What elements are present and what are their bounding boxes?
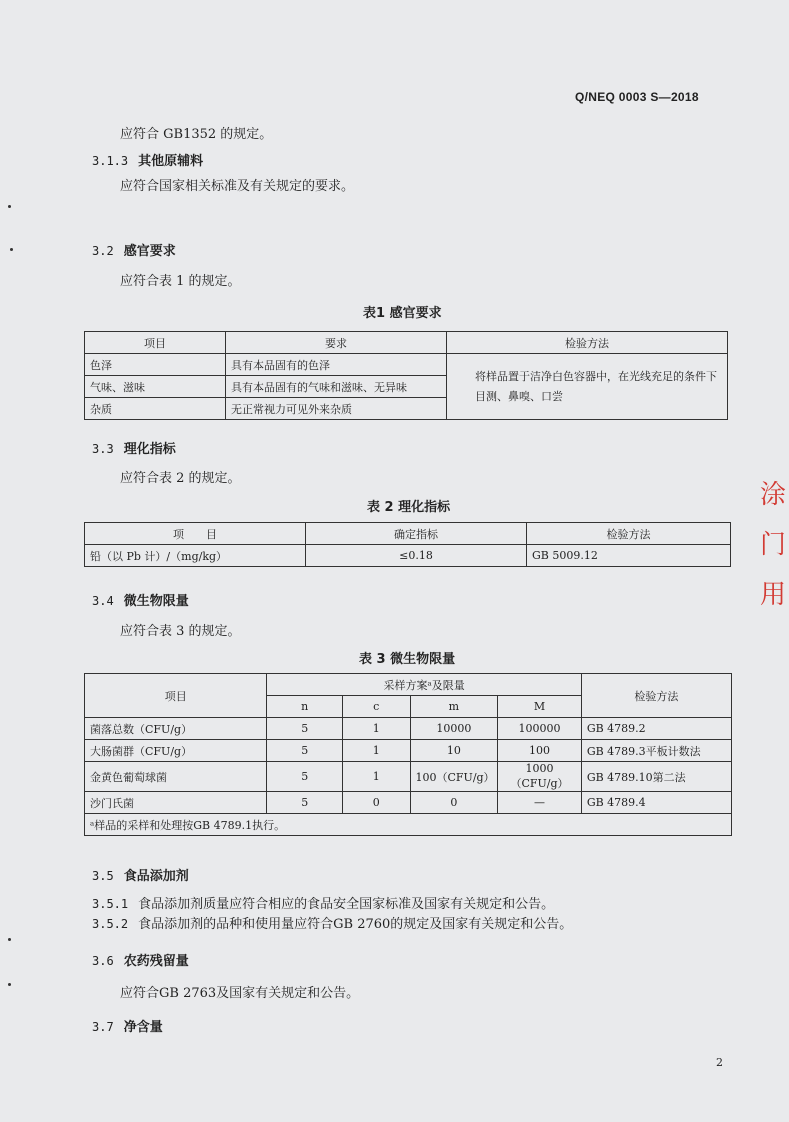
table-header-cell: c (342, 696, 410, 718)
table-note: ᵃ样品的采样和处理按GB 4789.1执行。 (85, 814, 732, 836)
table-cell: 1 (342, 718, 410, 740)
scan-speck (10, 248, 13, 251)
section-title: 微生物限量 (123, 594, 189, 609)
table3-microbial-limits (84, 673, 732, 836)
table-header-cell: 检验方法 (527, 523, 731, 545)
section-heading-3-5 (92, 865, 189, 884)
table3-caption: 表 3 微生物限量 (359, 652, 456, 667)
table-cell: GB 4789.10第二法 (581, 762, 731, 792)
paragraph-text: 应符合表 3 的规定。 (120, 624, 241, 639)
table-cell: 铅（以 Pb 计）/（mg/kg） (85, 545, 306, 567)
table-row (85, 762, 732, 792)
section-number: 3.4 (92, 594, 114, 608)
table-cell: 无正常视力可见外来杂质 (226, 398, 447, 420)
section-number: 3.1.3 (92, 154, 129, 168)
table2-caption: 表 2 理化指标 (367, 500, 451, 515)
table1-caption: 表1 感官要求 (363, 306, 442, 321)
table-note-row (85, 814, 732, 836)
table-cell: 菌落总数（CFU/g） (85, 718, 267, 740)
table-row (85, 354, 728, 376)
table-header-cell: M (498, 696, 582, 718)
standard-code-header: Q/NEQ 0003 S—2018 (575, 90, 699, 104)
section-number: 3.5 (92, 869, 114, 883)
table-cell: 气味、滋味 (85, 376, 226, 398)
table-row (85, 792, 732, 814)
table-header-row (85, 332, 728, 354)
table-header-cell: 项目 (85, 332, 226, 354)
table-cell: 具有本品固有的气味和滋味、无异味 (226, 376, 447, 398)
section-number: 3.6 (92, 954, 114, 968)
section-heading-3-2 (92, 240, 176, 259)
table-header-cell: 确定指标 (306, 523, 527, 545)
scan-speck (8, 983, 11, 986)
paragraph-text: 应符合表 2 的规定。 (120, 471, 241, 486)
table-cell: 5 (267, 718, 343, 740)
seal-stamp-fragment: 涂 门 用 (760, 480, 787, 610)
table-cell: 100 (498, 740, 582, 762)
clause-3-5-2 (92, 913, 572, 932)
table-cell: 5 (267, 792, 343, 814)
table2-physicochemical (84, 522, 731, 567)
table-cell: 0 (342, 792, 410, 814)
table-cell: 具有本品固有的色泽 (226, 354, 447, 376)
table-header-cell: 要求 (226, 332, 447, 354)
section-heading-3-7 (92, 1016, 163, 1035)
table-cell: 1000（CFU/g） (498, 762, 582, 792)
table-row (85, 718, 732, 740)
table1-sensory (84, 331, 728, 420)
section-heading-3-4 (92, 590, 189, 609)
clause-text: 食品添加剂质量应符合相应的食品安全国家标准及国家有关规定和公告。 (138, 897, 555, 912)
table-cell: 100000 (498, 718, 582, 740)
scan-speck (8, 205, 11, 208)
section-number: 3.2 (92, 244, 114, 258)
section-title: 其他原辅料 (138, 154, 204, 169)
table-cell: 0 (410, 792, 498, 814)
table-header-cell: 项 目 (85, 523, 306, 545)
section-title: 食品添加剂 (123, 869, 189, 884)
table-header-cell: m (410, 696, 498, 718)
table-header-cell: 检验方法 (447, 332, 728, 354)
paragraph-text: 应符合 GB1352 的规定。 (120, 127, 273, 142)
table-header-cell: 检验方法 (581, 674, 731, 718)
table-cell: 5 (267, 740, 343, 762)
table-cell: 1 (342, 762, 410, 792)
table-header-cell: 项目 (85, 674, 267, 718)
table-cell: 10 (410, 740, 498, 762)
section-title: 净含量 (123, 1020, 163, 1035)
table-cell: 色泽 (85, 354, 226, 376)
table-cell: GB 4789.3平板计数法 (581, 740, 731, 762)
table-cell: ≤0.18 (306, 545, 527, 567)
section-title: 农药残留量 (123, 954, 189, 969)
table-cell: 沙门氏菌 (85, 792, 267, 814)
scan-speck (8, 938, 11, 941)
table-cell: 5 (267, 762, 343, 792)
section-heading-3-6 (92, 950, 189, 969)
table-cell: 10000 (410, 718, 498, 740)
table-cell-method: 将样品置于洁净白色容器中，在光线充足的条件下目测、鼻嗅、口尝 (447, 354, 728, 420)
paragraph-text: 应符合GB 2763及国家有关规定和公告。 (120, 986, 360, 1001)
section-title: 理化指标 (123, 442, 176, 457)
clause-number: 3.5.1 (92, 897, 129, 911)
clause-number: 3.5.2 (92, 917, 129, 931)
page-number: 2 (716, 1056, 723, 1069)
clause-text: 食品添加剂的品种和使用量应符合GB 2760的规定及国家有关规定和公告。 (138, 917, 573, 932)
section-heading-3-1-3 (92, 150, 203, 169)
table-cell: 金黄色葡萄球菌 (85, 762, 267, 792)
section-number: 3.7 (92, 1020, 114, 1034)
section-title: 感官要求 (123, 244, 176, 259)
table-header-row (85, 674, 732, 696)
table-cell: 1 (342, 740, 410, 762)
table-row (85, 740, 732, 762)
paragraph-text: 应符合表 1 的规定。 (120, 274, 241, 289)
table-cell: 大肠菌群（CFU/g） (85, 740, 267, 762)
table-header-cell: n (267, 696, 343, 718)
table-cell: GB 5009.12 (527, 545, 731, 567)
section-heading-3-3 (92, 438, 176, 457)
paragraph-text: 应符合国家相关标准及有关规定的要求。 (120, 179, 355, 194)
table-header-cell: 采样方案ᵃ及限量 (267, 674, 581, 696)
table-cell: GB 4789.4 (581, 792, 731, 814)
table-cell: — (498, 792, 582, 814)
table-cell: 杂质 (85, 398, 226, 420)
table-cell: GB 4789.2 (581, 718, 731, 740)
table-cell: 100（CFU/g） (410, 762, 498, 792)
clause-3-5-1 (92, 893, 554, 912)
table-row (85, 545, 731, 567)
section-number: 3.3 (92, 442, 114, 456)
table-header-row (85, 523, 731, 545)
